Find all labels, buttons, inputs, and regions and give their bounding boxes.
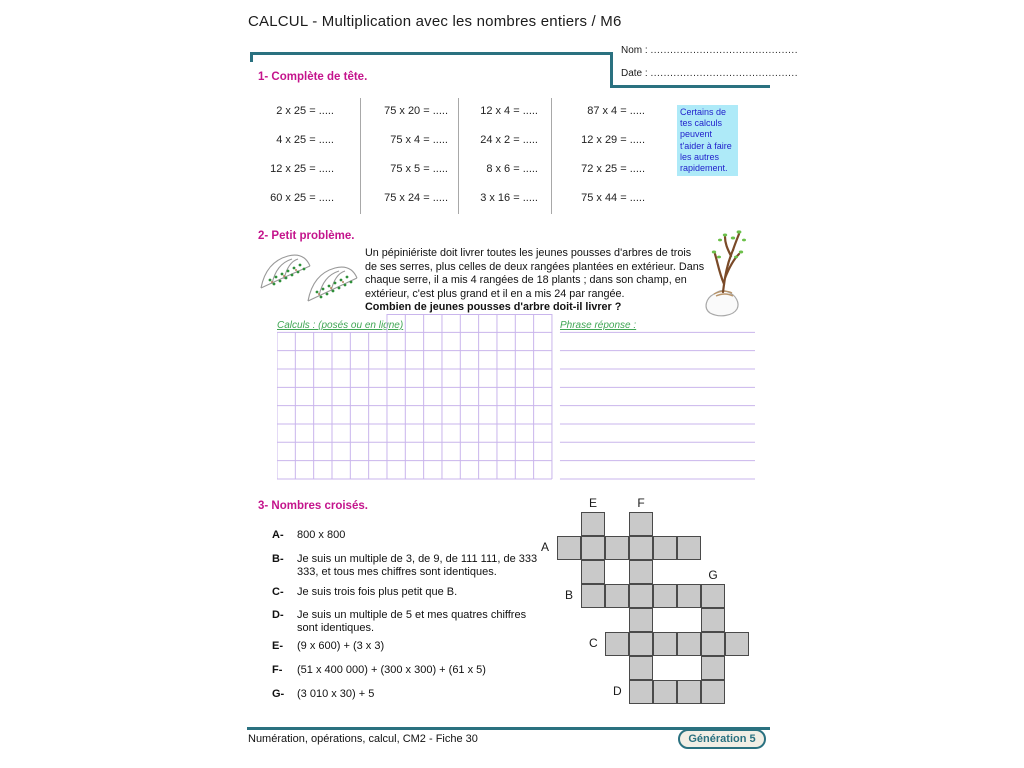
section2-heading: 2- Petit problème. (258, 230, 355, 242)
page-title: CALCUL - Multiplication avec les nombres entiers / M6 (248, 13, 622, 30)
section3-heading: 3- Nombres croisés. (258, 500, 368, 512)
crossword-label-G: G (708, 568, 718, 582)
date-label: Date : (621, 68, 648, 79)
calc-item[interactable]: 75 x 24 = ..... (384, 191, 448, 204)
crossword-cell[interactable] (629, 536, 653, 560)
crossword-cell[interactable] (629, 680, 653, 704)
crossword-cell[interactable] (701, 608, 725, 632)
clue-C (272, 586, 552, 599)
clue-key: F- (272, 664, 283, 676)
name-box-bottom-rule (610, 85, 770, 88)
crossword-cell[interactable] (701, 584, 725, 608)
calc-item[interactable]: 24 x 2 = ..... (480, 133, 538, 146)
clue-key: G- (272, 688, 285, 700)
calc-column-3 (466, 96, 538, 212)
name-dotted-line[interactable]: ............................................. (650, 45, 798, 56)
calc-item[interactable]: 75 x 44 = ..... (581, 191, 645, 204)
crossword-cell[interactable] (677, 584, 701, 608)
calc-item[interactable]: 75 x 4 = ..... (390, 133, 448, 146)
crossword-cell[interactable] (605, 632, 629, 656)
crossword-cell[interactable] (701, 680, 725, 704)
clue-text: (51 x 400 000) + (300 x 300) + (61 x 5) (297, 664, 486, 676)
calc-item[interactable]: 75 x 5 = ..... (390, 162, 448, 175)
tip-note: Certains de tes calculs peuvent t'aider à faire les autres rapidement. (677, 105, 738, 176)
crossword-label-E: E (588, 496, 598, 510)
problem-text: Un pépiniériste doit livrer toutes les jeunes pousses d'arbres de trois de ses serres, plus celles de deux rangées plantées en extérieur. Dans chaque serre, il a mis 4 rangées de 18 plants ; dans son champ, en extérieur, c'est plus grand et il en a mis 24 par rangée. (365, 247, 705, 300)
calc-item[interactable]: 12 x 4 = ..... (480, 104, 538, 117)
calc-column-4 (556, 96, 645, 212)
date-field (621, 68, 798, 79)
crossword-cell[interactable] (557, 536, 581, 560)
crossword-cell[interactable] (677, 536, 701, 560)
calc-item[interactable]: 2 x 25 = ..... (276, 104, 334, 117)
crossword-cell[interactable] (653, 536, 677, 560)
crossword-cell[interactable] (629, 512, 653, 536)
calc-item[interactable]: 3 x 16 = ..... (480, 191, 538, 204)
crossword-cell[interactable] (581, 536, 605, 560)
calc-item[interactable]: 87 x 4 = ..... (587, 104, 645, 117)
problem-question: Combien de jeunes pousses d'arbre doit-il livrer ? (365, 301, 622, 313)
crossword-cell[interactable] (629, 632, 653, 656)
publisher-badge: Génération 5 (678, 729, 766, 749)
date-dotted-line[interactable]: ............................................. (650, 68, 798, 79)
clue-text: Je suis trois fois plus petit que B. (297, 586, 458, 598)
clue-text: 800 x 800 (297, 529, 346, 541)
clue-E (272, 640, 552, 653)
clue-F (272, 664, 552, 677)
crossword-cell[interactable] (629, 584, 653, 608)
answer-grid-svg[interactable] (277, 314, 755, 481)
crossword-cell[interactable] (629, 608, 653, 632)
crossword-cell[interactable] (605, 584, 629, 608)
sapling-illustration (692, 226, 767, 318)
crossword-cell[interactable] (629, 560, 653, 584)
clue-key: C- (272, 586, 284, 598)
header-rule (250, 52, 612, 55)
answer-zone-label: Phrase réponse : (560, 320, 637, 331)
clue-text: (9 x 600) + (3 x 3) (297, 640, 385, 652)
crossword-cell[interactable] (725, 632, 749, 656)
calc-item[interactable]: 4 x 25 = ..... (276, 133, 334, 146)
crossword-label-D: D (613, 684, 622, 698)
clue-key: A- (272, 529, 284, 541)
calc-column-1 (262, 96, 334, 212)
header-rule-tick (250, 52, 253, 62)
clue-text: Je suis un multiple de 3, de 9, de 111 111, de 333 333, et tous mes chiffres sont identiques. (297, 553, 538, 578)
crossword-cell[interactable] (629, 656, 653, 680)
clue-B (272, 553, 552, 579)
calc-zone-label: Calculs : (posés ou en ligne) (277, 320, 404, 331)
crossword-label-B: B (565, 588, 574, 602)
calc-column-divider (551, 98, 552, 214)
clue-key: D- (272, 609, 284, 621)
crossword-cell[interactable] (581, 584, 605, 608)
name-field (621, 45, 798, 56)
clue-text: (3 010 x 30) + 5 (297, 688, 375, 700)
clue-G (272, 688, 552, 701)
calc-column-2 (366, 96, 448, 212)
calc-item[interactable]: 72 x 25 = ..... (581, 162, 645, 175)
calc-column-divider (360, 98, 361, 214)
calc-item[interactable]: 12 x 29 = ..... (581, 133, 645, 146)
crossword-cell[interactable] (605, 536, 629, 560)
crossword-cell[interactable] (653, 632, 677, 656)
crossword-cell[interactable] (581, 560, 605, 584)
calc-column-divider (458, 98, 459, 214)
clue-text: Je suis un multiple de 5 et mes quatres chiffres sont identiques. (297, 609, 527, 634)
name-label: Nom : (621, 45, 648, 56)
calc-item[interactable]: 60 x 25 = ..... (270, 191, 334, 204)
clue-D (272, 609, 552, 635)
calc-item[interactable]: 8 x 6 = ..... (486, 162, 538, 175)
clue-key: E- (272, 640, 283, 652)
crossword-cell[interactable] (653, 680, 677, 704)
name-box-vertical-rule (610, 52, 613, 88)
calc-item[interactable]: 12 x 25 = ..... (270, 162, 334, 175)
crossword-grid (541, 496, 757, 712)
problem-statement (365, 247, 705, 315)
section1-heading: 1- Complète de tête. (258, 71, 368, 83)
crossword-label-F: F (637, 496, 645, 510)
crossword-cell[interactable] (677, 632, 701, 656)
crossword-cell[interactable] (701, 632, 725, 656)
crossword-label-A: A (541, 540, 550, 554)
greenhouse-illustration (258, 246, 363, 314)
crossword-label-C: C (589, 636, 598, 650)
calc-item[interactable]: 75 x 20 = ..... (384, 104, 448, 117)
crossword-cell[interactable] (701, 656, 725, 680)
footer-reference: Numération, opérations, calcul, CM2 - Fiche 30 (248, 733, 478, 745)
clue-A (272, 529, 552, 542)
crossword-cell[interactable] (653, 584, 677, 608)
crossword-cell[interactable] (581, 512, 605, 536)
clue-key: B- (272, 553, 284, 565)
crossword-cell[interactable] (677, 680, 701, 704)
